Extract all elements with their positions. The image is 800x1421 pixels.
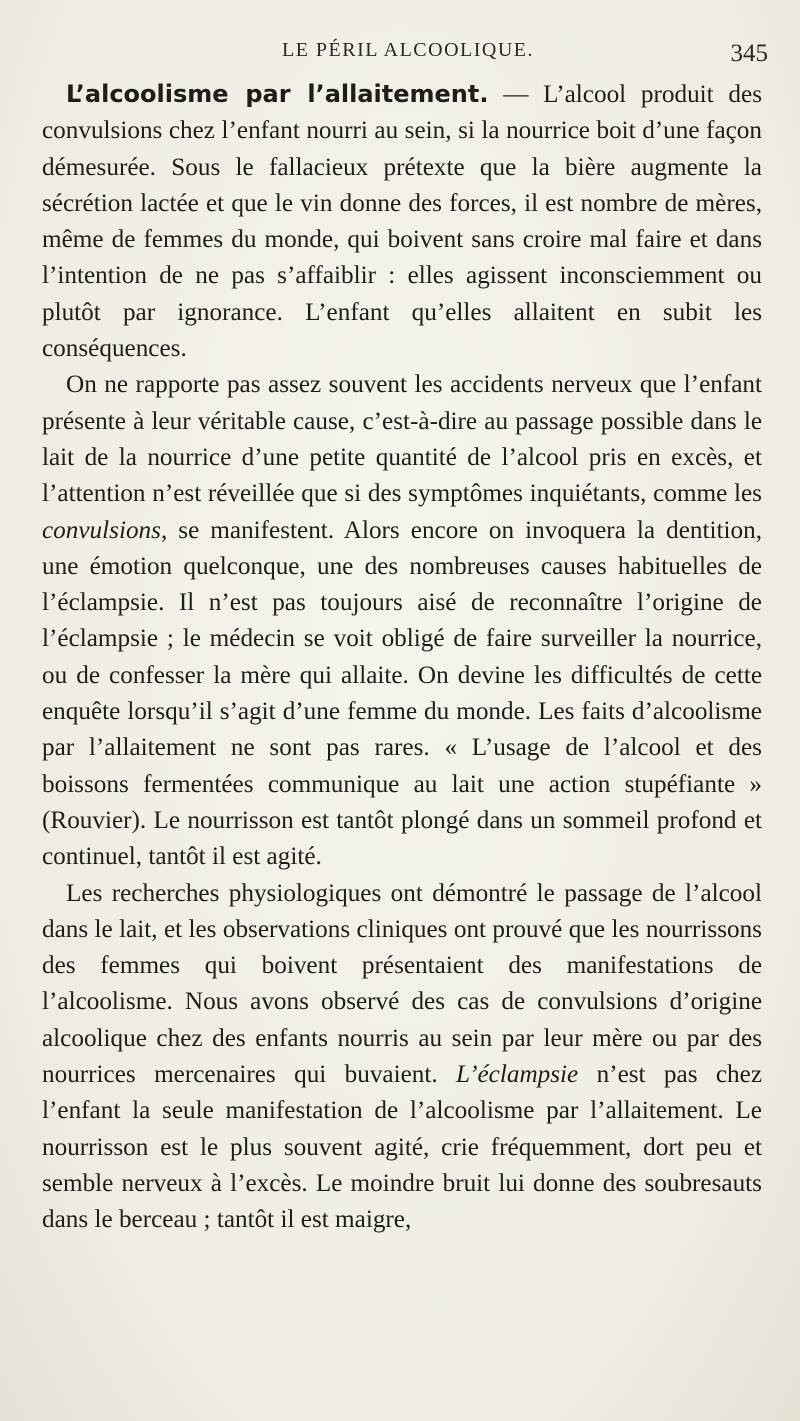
section-title: L’alcoolisme par l’allaitement. <box>66 80 489 108</box>
paragraph-3-text-end: n’est pas chez l’enfant la seule manifestation de l’alcoolisme par l’allaitement. Le nourrisson est le plus souvent agité, crie fréquemment, dort peu et semble nerveux à l’excès. Le moindre bruit lui donne des soubresauts dans le berceau ; tantôt il est maigre, <box>42 1061 762 1234</box>
paragraph-3-text-start: Les recherches physiologiques ont démontré le passage de l’alcool dans le lait, et les observations cliniques ont prouvé que les nourrissons des femmes qui boivent présentaient des manifestations de l’alcoolisme. Nous avons observé des cas de convulsions d’origine alcoolique chez des enfants nourris au sein par leur mère ou par des nourrices mercenaires qui buvaient. <box>42 879 762 1089</box>
title-dash: — <box>488 81 544 108</box>
paragraph-2 <box>42 367 762 875</box>
paragraph-3-italic: L’éclampsie <box>456 1061 579 1089</box>
running-title: LE PÉRIL ALCOOLIQUE. <box>281 39 534 61</box>
paragraph-3 <box>42 876 762 1239</box>
paragraph-2-italic: convulsions <box>42 516 161 544</box>
page-number: 345 <box>730 40 768 67</box>
paragraph-2-text-end: , se manifestent. Alors encore on invoquera la dentition, une émotion quelconque, une des nombreuses causes habituelles de l’éclampsie. Il n’est pas toujours aisé de reconnaître l’origine de l’éclampsie ; le médecin se voit obligé de faire surveiller la nourrice, ou de confesser la mère qui allaite. On devine les difficultés de cette enquête lorsqu’il s’agit d’une femme du monde. Les faits d’alcoolisme par l’allaitement ne sont pas rares. « L’usage de l’alcool et des boissons fermentées communique au lait une action stupéfiante » (Rouvier). Le nourrisson est tantôt plongé dans un sommeil profond et continuel, tantôt il est agité. <box>42 516 762 871</box>
page-header <box>48 36 768 76</box>
body-text <box>42 76 762 1239</box>
paragraph-1 <box>42 76 762 367</box>
paragraph-1-text: L’alcool produit des convulsions chez l’enfant nourri au sein, si la nourrice boit d’une façon démesurée. Sous le fallacieux prétexte que la bière augmente la sécrétion lactée et que le vin donne des forces, il est nombre de mères, même de femmes du monde, qui boivent sans croire mal faire et dans l’intention de ne pas s’affaiblir : elles agissent inconsciemment ou plutôt par ignorance. L’enfant qu’elles allaitent en subit les conséquences. <box>42 81 762 363</box>
paragraph-2-text-start: On ne rapporte pas assez souvent les accidents nerveux que l’enfant présente à leur véritable cause, c’est-à-dire au passage possible dans le lait de la nourrice d’une petite quantité de l’alcool pris en excès, et l’attention n’est réveillée que si des symptômes inquiétants, comme les <box>42 371 762 508</box>
